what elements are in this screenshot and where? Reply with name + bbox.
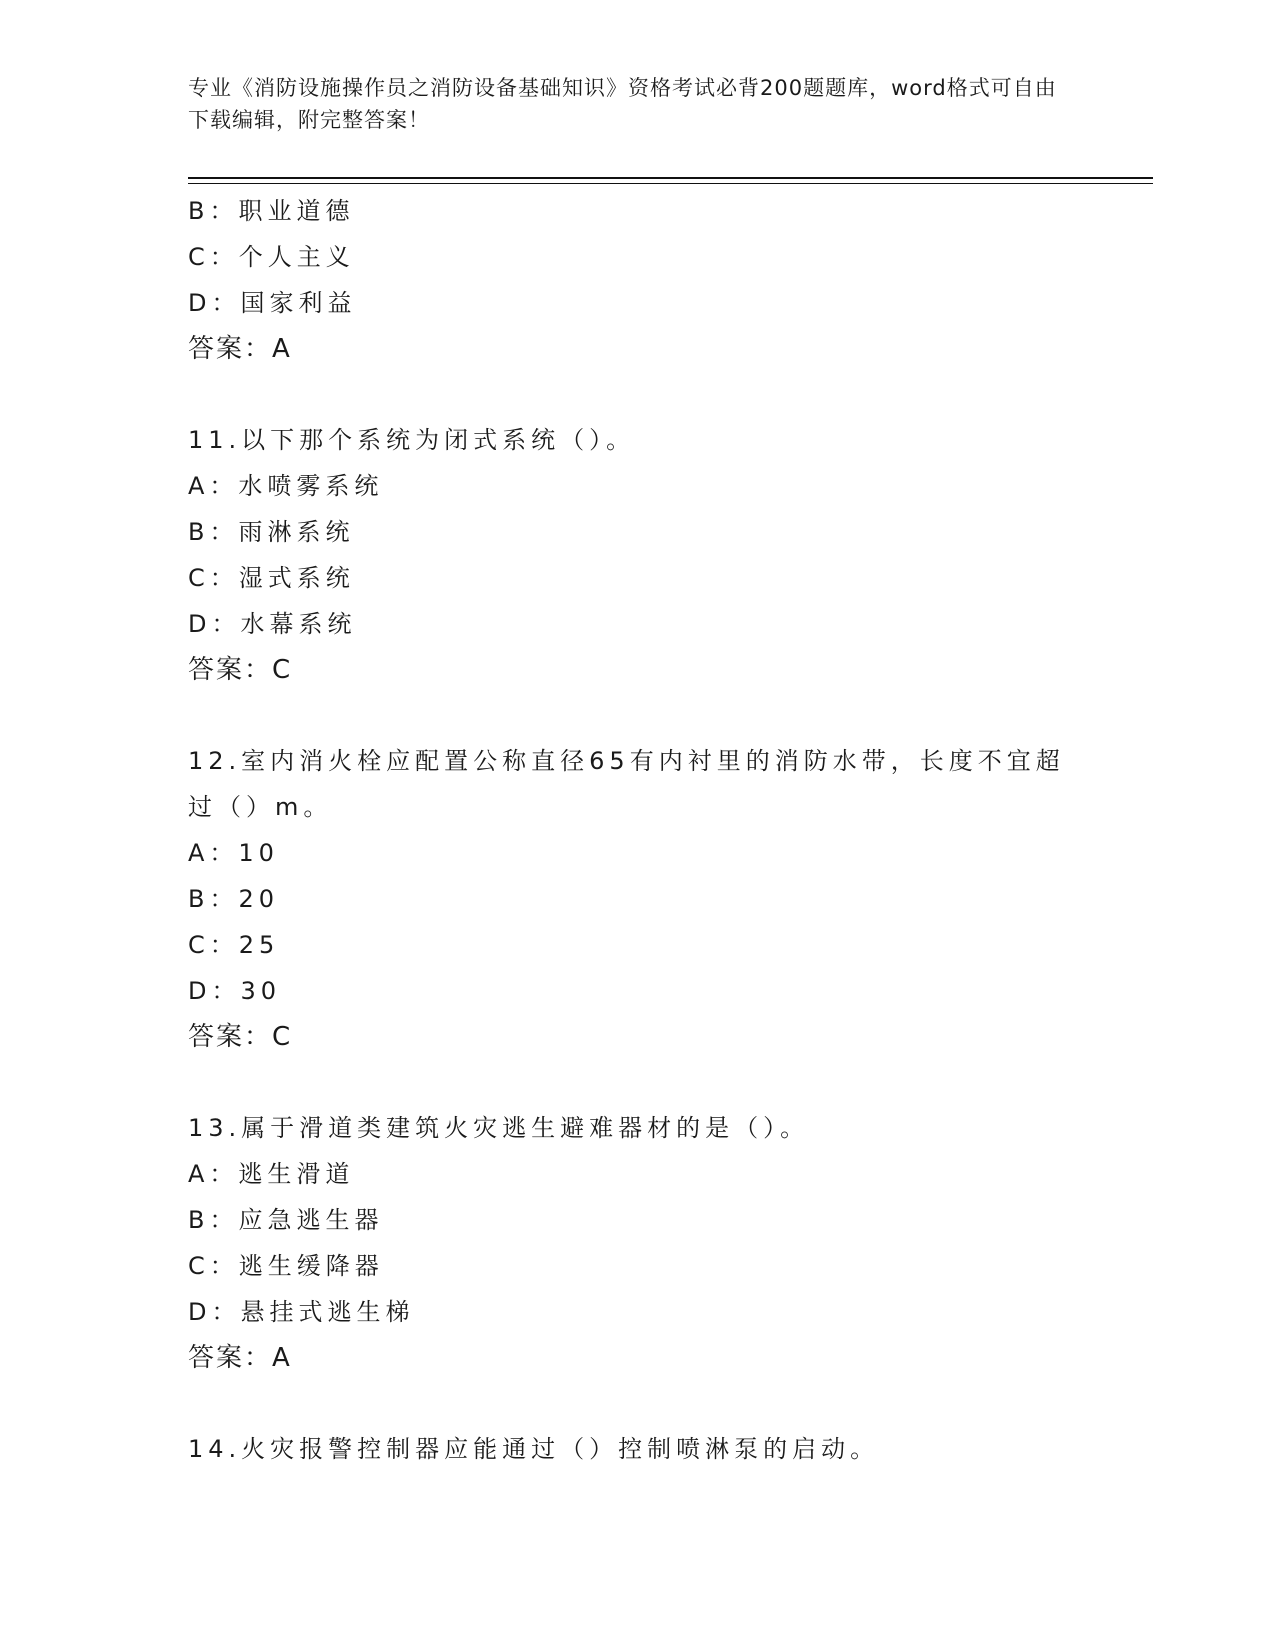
- document-header: 专业《消防设施操作员之消防设备基础知识》资格考试必背200题题库，word格式可自由下载编辑，附完整答案！: [188, 76, 1057, 132]
- answer-line: 答案：C: [188, 1022, 293, 1052]
- option-b: B：应急逃生器: [188, 1206, 384, 1234]
- question-stem: 14.火灾报警控制器应能通过（）控制喷淋泵的启动。: [188, 1435, 880, 1463]
- option-d: D：30: [188, 977, 282, 1005]
- question-gap: [188, 693, 1068, 738]
- question-gap: [188, 1381, 1068, 1426]
- option-b: B：职业道德: [188, 197, 355, 225]
- option-d: D：水幕系统: [188, 610, 357, 638]
- question-13: [188, 1105, 1068, 1381]
- question-11: [188, 417, 1068, 693]
- answer-line: 答案：A: [188, 334, 292, 364]
- question-list: [188, 188, 1068, 1472]
- question-gap: [188, 1060, 1068, 1105]
- option-c: C：25: [188, 931, 280, 959]
- question-gap: [188, 372, 1068, 417]
- header-divider-thick: [188, 177, 1153, 179]
- answer-line: 答案：C: [188, 655, 293, 685]
- option-a: A：10: [188, 839, 279, 867]
- answer-line: 答案：A: [188, 1343, 292, 1373]
- option-b: B：雨淋系统: [188, 518, 355, 546]
- question-stem: 13.属于滑道类建筑火灾逃生避难器材的是（）。: [188, 1114, 810, 1142]
- question-stem: 11.以下那个系统为闭式系统（）。: [188, 426, 636, 454]
- question-12: [188, 738, 1068, 1060]
- option-d: D：国家利益: [188, 289, 357, 317]
- option-c: C：湿式系统: [188, 564, 355, 592]
- option-c: C：逃生缓降器: [188, 1252, 384, 1280]
- question-stem: 12.室内消火栓应配置公称直径65有内衬里的消防水带，长度不宜超过（）m。: [188, 747, 1065, 821]
- option-c: C：个人主义: [188, 243, 355, 271]
- question-14: [188, 1426, 1068, 1472]
- option-a: A：逃生滑道: [188, 1160, 355, 1188]
- question-10-tail: [188, 188, 1068, 372]
- option-b: B：20: [188, 885, 280, 913]
- header-divider-thin: [188, 183, 1153, 184]
- option-a: A：水喷雾系统: [188, 472, 384, 500]
- option-d: D：悬挂式逃生梯: [188, 1298, 415, 1326]
